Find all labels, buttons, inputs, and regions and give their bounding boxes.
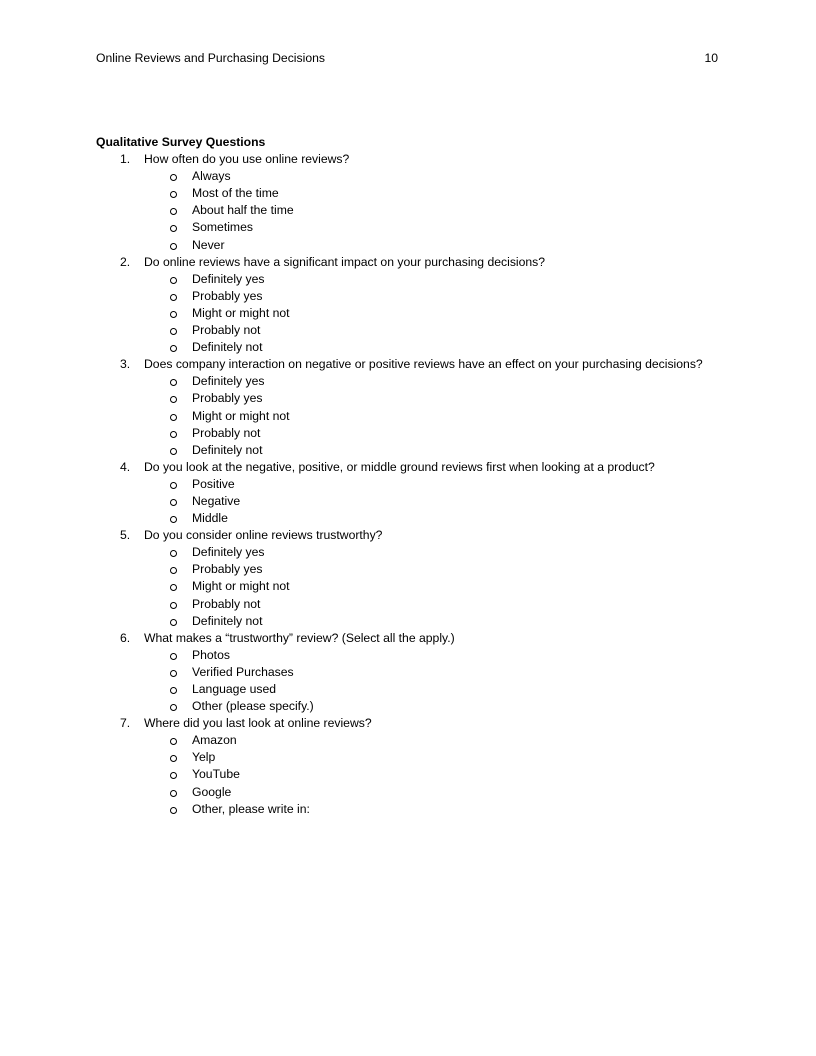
answer-option (96, 202, 720, 219)
answer-options (96, 544, 720, 629)
answer-option-label: Definitely not (192, 442, 263, 457)
answer-option (96, 784, 720, 801)
hollow-circle-bullet-icon (170, 396, 177, 403)
answer-option (96, 698, 720, 715)
answer-option (96, 442, 720, 459)
answer-option-label: Definitely not (192, 613, 263, 628)
answer-option (96, 613, 720, 630)
answer-option (96, 578, 720, 595)
answer-option-label: Other (please specify.) (192, 699, 314, 714)
answer-option-label: Probably yes (192, 562, 263, 577)
answer-options (96, 168, 720, 253)
answer-option-label: Might or might not (192, 579, 290, 594)
page-header (96, 49, 720, 66)
answer-option-label: Photos (192, 647, 230, 662)
question-row (96, 151, 720, 168)
question-text: Does company interaction on negative or positive reviews have an effect on your purchasing decisions? (144, 357, 703, 372)
hollow-circle-bullet-icon (170, 755, 177, 762)
question-row (96, 356, 720, 373)
answer-option (96, 596, 720, 613)
question-number: 5. (120, 528, 131, 543)
hollow-circle-bullet-icon (170, 550, 177, 557)
answer-option (96, 766, 720, 783)
survey-question (96, 459, 720, 527)
hollow-circle-bullet-icon (170, 277, 177, 284)
answer-option (96, 493, 720, 510)
hollow-circle-bullet-icon (170, 482, 177, 489)
hollow-circle-bullet-icon (170, 653, 177, 660)
answer-option (96, 476, 720, 493)
answer-option-label: Amazon (192, 733, 237, 748)
answer-option-label: Always (192, 169, 231, 184)
hollow-circle-bullet-icon (170, 584, 177, 591)
hollow-circle-bullet-icon (170, 379, 177, 386)
answer-option (96, 801, 720, 818)
hollow-circle-bullet-icon (170, 807, 177, 814)
hollow-circle-bullet-icon (170, 243, 177, 250)
answer-option-label: YouTube (192, 767, 240, 782)
answer-option-label: Might or might not (192, 408, 290, 423)
question-text: Do online reviews have a significant impact on your purchasing decisions? (144, 254, 546, 269)
answer-option-label: Probably yes (192, 391, 263, 406)
running-title: Online Reviews and Purchasing Decisions (96, 50, 325, 65)
hollow-circle-bullet-icon (170, 670, 177, 677)
survey-question (96, 715, 720, 818)
question-text: How often do you use online reviews? (144, 152, 350, 167)
answer-option-label: Probably yes (192, 288, 263, 303)
answer-option (96, 561, 720, 578)
answer-option-label: Middle (192, 511, 228, 526)
hollow-circle-bullet-icon (170, 225, 177, 232)
hollow-circle-bullet-icon (170, 602, 177, 609)
question-number: 4. (120, 459, 131, 474)
answer-option (96, 647, 720, 664)
answer-option (96, 288, 720, 305)
answer-option (96, 305, 720, 322)
answer-option-label: Probably not (192, 323, 261, 338)
answer-option-label: Definitely yes (192, 374, 265, 389)
answer-option (96, 510, 720, 527)
answer-options (96, 647, 720, 715)
hollow-circle-bullet-icon (170, 790, 177, 797)
question-row (96, 715, 720, 732)
answer-option-label: Might or might not (192, 305, 290, 320)
hollow-circle-bullet-icon (170, 687, 177, 694)
answer-option (96, 732, 720, 749)
question-row (96, 254, 720, 271)
hollow-circle-bullet-icon (170, 516, 177, 523)
question-row (96, 459, 720, 476)
answer-option (96, 544, 720, 561)
question-row (96, 527, 720, 544)
answer-option (96, 271, 720, 288)
question-text: Do you look at the negative, positive, or middle ground reviews first when looking at a product? (144, 459, 655, 474)
answer-option-label: Definitely yes (192, 271, 265, 286)
answer-option (96, 681, 720, 698)
answer-option-label: Sometimes (192, 220, 253, 235)
answer-option-label: Most of the time (192, 186, 279, 201)
hollow-circle-bullet-icon (170, 294, 177, 301)
survey-question (96, 151, 720, 254)
answer-option-label: Language used (192, 682, 277, 696)
answer-option-label: About half the time (192, 203, 294, 218)
answer-options (96, 732, 720, 817)
survey-question (96, 527, 720, 630)
hollow-circle-bullet-icon (170, 431, 177, 438)
hollow-circle-bullet-icon (170, 328, 177, 335)
answer-option-label: Probably not (192, 596, 261, 611)
answer-option (96, 373, 720, 390)
hollow-circle-bullet-icon (170, 499, 177, 506)
answer-option (96, 322, 720, 339)
answer-option-label: Yelp (192, 750, 216, 765)
answer-options (96, 271, 720, 356)
question-number: 7. (120, 716, 131, 731)
answer-option-label: Probably not (192, 425, 261, 440)
hollow-circle-bullet-icon (170, 619, 177, 626)
answer-option (96, 408, 720, 425)
answer-option-label: Definitely yes (192, 545, 265, 560)
hollow-circle-bullet-icon (170, 772, 177, 779)
answer-option (96, 749, 720, 766)
hollow-circle-bullet-icon (170, 567, 177, 574)
answer-option-label: Verified Purchases (192, 664, 294, 679)
question-list (96, 151, 720, 818)
question-text: Do you consider online reviews trustworthy? (144, 528, 383, 543)
survey-question (96, 356, 720, 459)
question-number: 1. (120, 152, 131, 167)
hollow-circle-bullet-icon (170, 174, 177, 181)
answer-option (96, 185, 720, 202)
answer-option-label: Never (192, 237, 225, 252)
hollow-circle-bullet-icon (170, 738, 177, 745)
answer-option (96, 425, 720, 442)
question-text: What makes a “trustworthy” review? (Select all the apply.) (144, 630, 455, 645)
question-number: 6. (120, 630, 131, 645)
answer-option (96, 390, 720, 407)
answer-option (96, 664, 720, 681)
survey-question (96, 630, 720, 715)
hollow-circle-bullet-icon (170, 311, 177, 318)
section-heading: Qualitative Survey Questions (96, 135, 266, 149)
page-number: 10 (704, 50, 718, 65)
answer-option-label: Definitely not (192, 340, 263, 355)
hollow-circle-bullet-icon (170, 414, 177, 421)
hollow-circle-bullet-icon (170, 345, 177, 352)
survey-section (96, 134, 720, 818)
answer-options (96, 373, 720, 458)
answer-option (96, 339, 720, 356)
hollow-circle-bullet-icon (170, 208, 177, 215)
answer-options (96, 476, 720, 527)
hollow-circle-bullet-icon (170, 448, 177, 455)
answer-option-label: Negative (192, 493, 241, 508)
question-row (96, 630, 720, 647)
answer-option (96, 237, 720, 254)
question-text: Where did you last look at online reviews? (144, 716, 372, 731)
answer-option (96, 219, 720, 236)
survey-question (96, 254, 720, 357)
answer-option-label: Positive (192, 476, 235, 491)
answer-option-label: Other, please write in: (192, 801, 310, 816)
hollow-circle-bullet-icon (170, 704, 177, 711)
hollow-circle-bullet-icon (170, 191, 177, 198)
question-number: 3. (120, 357, 131, 372)
answer-option-label: Google (192, 784, 232, 799)
answer-option (96, 168, 720, 185)
question-number: 2. (120, 254, 131, 269)
